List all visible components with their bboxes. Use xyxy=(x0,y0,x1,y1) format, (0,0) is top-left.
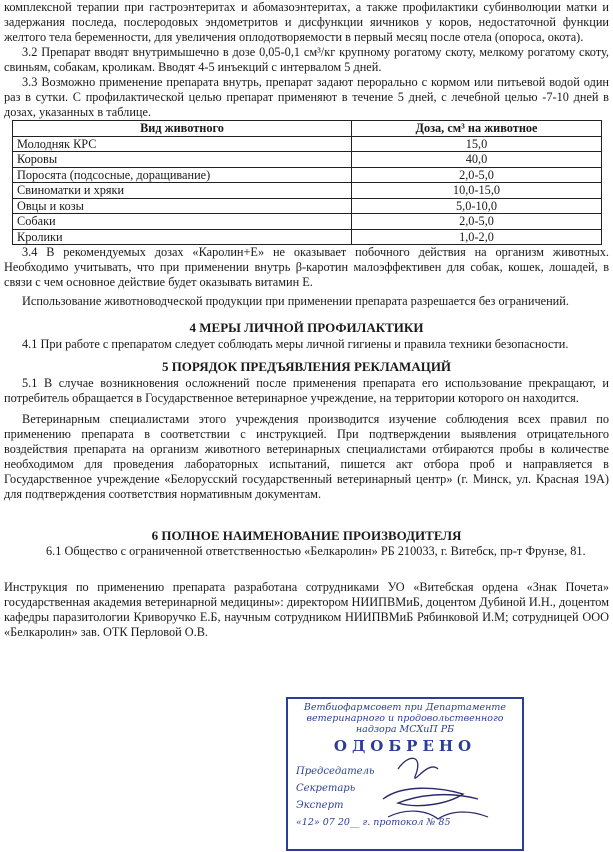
stamp-expert-label: Эксперт xyxy=(296,800,344,811)
paragraph-6-1: 6.1 Общество с ограниченной ответственностью «Белкаролин» РБ 210033, г. Витебск, пр-т Фрунзе, 81. xyxy=(46,544,586,558)
paragraph-product-use: Использование животноводческой продукции при применении препарата разрешается без ограничений. xyxy=(22,294,569,308)
section-6-title: 6 ПОЛНОЕ НАИМЕНОВАНИЕ ПРОИЗВОДИТЕЛЯ xyxy=(151,528,462,543)
stamp-secretary-label: Секретарь xyxy=(296,783,356,794)
table-row xyxy=(13,167,602,183)
paragraph-3-3: 3.3 Возможно применение препарата внутрь, препарат задают перорально с кормом или питьевой водой один раз в сутки. С профилактической целью препарат применяют в течение 5 дней, с лечебной целью -7-10 дней в дозах, указанных в таблице. xyxy=(4,75,609,119)
paragraph-3-2: 3.2 Препарат вводят внутримышечно в дозе 0,05-0,1 см³/кг крупному рогатому скоту, мелкому рогатому скоту, свиньям, собакам, кроликам. Вводят 4-5 инъекций с интервалом 5 дней. xyxy=(4,45,609,74)
column-header-dose: Доза, см³ на животное xyxy=(352,121,602,137)
paragraph-4-1: 4.1 При работе с препаратом следует соблюдать меры личной гигиены и правила техники безопасности. xyxy=(22,337,569,351)
dose-cell: 40,0 xyxy=(352,152,602,168)
table-row xyxy=(13,214,602,230)
table-row xyxy=(13,136,602,152)
stamp-approved-label: ОДОБРЕНО xyxy=(333,737,477,755)
animal-cell: Собаки xyxy=(13,214,352,230)
stamp-chair-label: Председатель xyxy=(296,766,375,777)
paragraph-indications: комплексной терапии при гастроэнтеритах и абомазоэнтеритах, а также профилактики субинволюции матки и задержания последа, послеродовых эндометритов и дисфункции яичников у коров, недостаточной функции желтого тела беременности, для увеличения оплодотворяемости в первый месяц после отела (опороса, окота). xyxy=(4,0,609,44)
dose-cell: 2,0-5,0 xyxy=(352,167,602,183)
table-row xyxy=(13,198,602,214)
table-row xyxy=(13,183,602,199)
paragraph-5-1: 5.1 В случае возникновения осложнений после применения препарата его использование прекращают, и потребитель обращается в Государственное ветеринарное учреждение, на территории которого он находится. xyxy=(4,376,609,405)
animal-cell: Свиноматки и хряки xyxy=(13,183,352,199)
dosage-table xyxy=(12,120,602,245)
animal-cell: Коровы xyxy=(13,152,352,168)
animal-cell: Поросята (подсосные, доращивание) xyxy=(13,167,352,183)
paragraph-3-4: 3.4 В рекомендуемых дозах «Каролин+Е» не оказывает побочного действия на организм животных. Необходимо учитывать, что при применении внутрь β-каротин малоэффективен для собак, кошек, лошадей, в связи с чем основное действие будет оказывать витамин Е. xyxy=(4,245,609,289)
section-5-title: 5 ПОРЯДОК ПРЕДЪЯВЛЕНИЯ РЕКЛАМАЦИЙ xyxy=(161,359,452,374)
column-header-animal: Вид животного xyxy=(13,121,352,137)
animal-cell: Овцы и козы xyxy=(13,198,352,214)
table-header-row xyxy=(13,121,602,137)
animal-cell: Молодняк КРС xyxy=(13,136,352,152)
table-row xyxy=(13,229,602,245)
dose-cell: 10,0-15,0 xyxy=(352,183,602,199)
document-page xyxy=(4,0,609,640)
dose-cell: 2,0-5,0 xyxy=(352,214,602,230)
dose-cell: 1,0-2,0 xyxy=(352,229,602,245)
paragraph-authors: Инструкция по применению препарата разработана сотрудниками УО «Витебская ордена «Знак Почета» государственная академия ветеринарной медицины»: директором НИИПВМиБ, доцентом Дубиной И.Н., доцентом кафедры паразитологии Криворучко Е.Б, научным сотрудником НИИПВМиБ Рябинковой И.М; сотрудницей ООО «Белкаролин» зав. ОТК Перловой О.В. xyxy=(4,580,609,639)
dose-cell: 15,0 xyxy=(352,136,602,152)
table-row xyxy=(13,152,602,168)
approval-stamp xyxy=(286,697,524,851)
stamp-date-line: «12» 07 20__ г. протокол № 85 xyxy=(296,817,451,828)
animal-cell: Кролики xyxy=(13,229,352,245)
paragraph-vet-check: Ветеринарным специалистами этого учреждения производится изучение соблюдения всех правил по применению препарата в соответствии с инструкцией. При подтверждении выявления отрицательного воздействия препарата на организм животного ветеринарных специалистами отбираются пробы в количестве необходимом для проведения лабораторных испытаний, пишется акт отбора проб и направляется в Государственное учреждение «Белорусский государственный ветеринарный центр» (г. Минск, ул. Красная 19А) для подтверждения соответствия нормативным документам. xyxy=(4,412,609,501)
handwritten-signatures xyxy=(288,699,522,849)
section-4-title: 4 МЕРЫ ЛИЧНОЙ ПРОФИЛАКТИКИ xyxy=(189,320,424,335)
dose-cell: 5,0-10,0 xyxy=(352,198,602,214)
stamp-organization: Ветбиофармсовет при Департаменте ветеринарного и продовольственного надзора МСХиП РБ xyxy=(303,702,507,735)
